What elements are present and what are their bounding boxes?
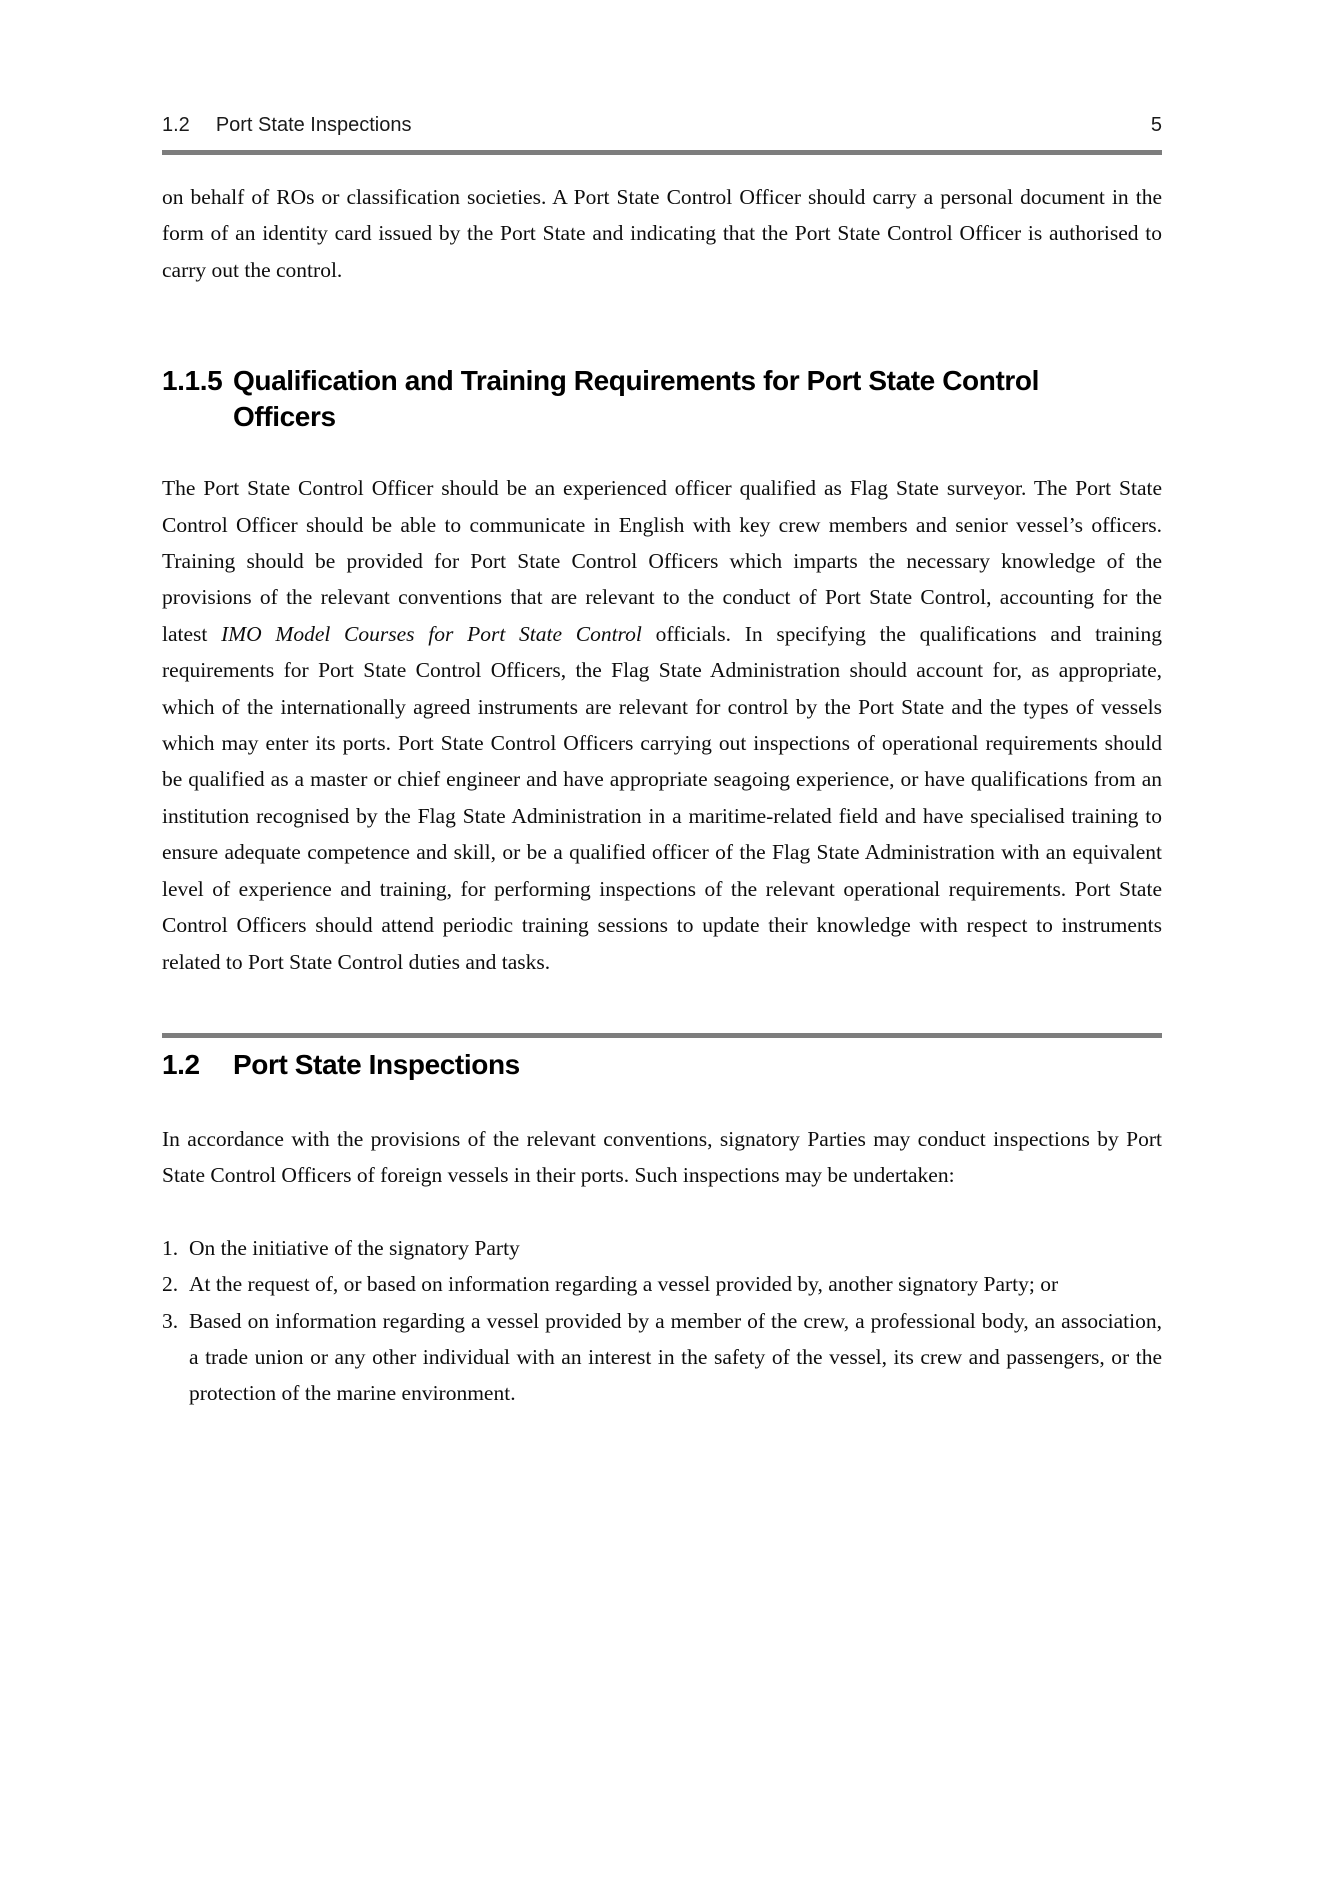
page-number: 5	[1150, 114, 1162, 136]
running-header-left	[162, 112, 411, 138]
list-item-marker: 3.	[162, 1308, 179, 1333]
section-heading-1-2	[162, 1038, 1162, 1083]
running-header-section-number: 1.2	[162, 114, 190, 136]
section-1-2-number: 1.2	[162, 1048, 200, 1080]
inspections-list	[162, 1230, 1162, 1412]
section-1-1-5-title: Qualification and Training Requirements for Port State Control Officers	[233, 365, 1039, 433]
section-1-1-5-number: 1.1.5	[162, 365, 223, 397]
list-item	[162, 1266, 1162, 1302]
intro-paragraph: on behalf of ROs or classification societies. A Port State Control Officer should carry a personal document in the form of an identity card issued by the Port State and indicating that the Port State Control Officer is authorised to carry out the control.	[162, 185, 1162, 282]
section-1-2-title: Port State Inspections	[233, 1048, 520, 1080]
imo-course-title-italic: IMO Model Courses for Port State Control	[221, 621, 642, 646]
running-header	[162, 112, 1162, 155]
qualification-paragraph	[162, 470, 1162, 980]
list-item-text: On the initiative of the signatory Party	[189, 1235, 520, 1260]
qualification-text-after-italic: officials. In specifying the qualifications and training requirements for Port State Control Officers, the Flag State Administration should account for, as appropriate, which of the internationally agreed instruments are relevant for control by the Port State and the types of vessels which may enter its ports. Port State Control Officers carrying out inspections of operational requirements should be qualified as a master or chief engineer and have appropriate seagoing experience, or have qualifications from an institution recognised by the Flag State Administration in a maritime-related field and have specialised training to ensure adequate competence and skill, or be a qualified officer of the Flag State Administration with an equivalent level of experience and training, for performing inspections of the relevant operational requirements. Port State Control Officers should attend periodic training sessions to update their knowledge with respect to instruments related to Port State Control duties and tasks.	[162, 621, 1162, 974]
running-header-title: Port State Inspections	[215, 114, 412, 136]
list-item	[162, 1303, 1162, 1412]
list-item-text: At the request of, or based on information regarding a vessel provided by, another signatory Party; or	[189, 1272, 1059, 1297]
list-item-text: Based on information regarding a vessel provided by a member of the crew, a professional body, an association, a trade union or any other individual with an interest in the safety of the vessel, its crew and passengers, or the protection of the marine environment.	[189, 1308, 1162, 1406]
list-item-marker: 2.	[162, 1272, 179, 1297]
list-item	[162, 1230, 1162, 1266]
qualification-text-before-italic: The Port State Control Officer should be an experienced officer qualified as Flag State surveyor. The Port State Control Officer should be able to communicate in English with key crew members and senior vessel’s officers. Training should be provided for Port State Control Officers which imparts the necessary knowledge of the provisions of the relevant conventions that are relevant to the conduct of Port State Control, accounting for the latest	[162, 476, 1162, 646]
list-item-marker: 1.	[162, 1235, 179, 1260]
inspections-intro-paragraph: In accordance with the provisions of the relevant conventions, signatory Parties may conduct inspections by Port State Control Officers of foreign vessels in their ports. Such inspections may be undertaken:	[162, 1126, 1162, 1188]
section-heading-1-1-5	[162, 363, 1162, 435]
